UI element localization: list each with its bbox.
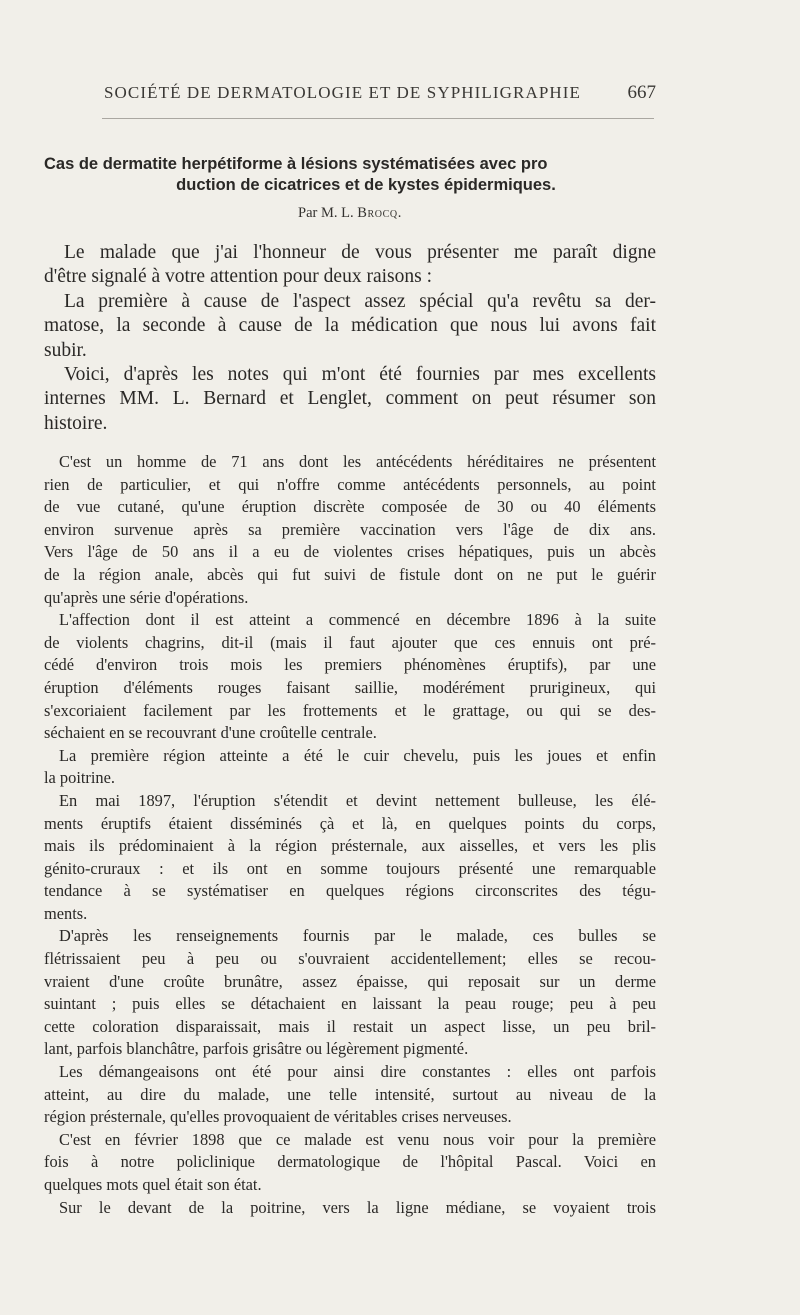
- intro-line: Voici, d'après les notes qui m'ont été fournies par mes excellents: [64, 364, 656, 386]
- byline: [0, 205, 700, 222]
- body-line: quelques mots quel était son état.: [44, 1175, 262, 1194]
- body-line: région présternale, qu'elles provoquaient de véritables crises nerveuses.: [44, 1107, 512, 1127]
- body-line: séchaient en se recouvrant d'une croûtelle centrale.: [44, 723, 377, 743]
- body-line: génito-cruraux : et ils ont en somme toujours présenté une remarquable: [44, 858, 656, 878]
- body-line: éruption d'éléments rouges faisant saillie, modérément prurigineux, qui: [44, 677, 656, 697]
- body-line: D'après les renseignements fournis par le malade, ces bulles se: [59, 926, 656, 946]
- body-line: La première région atteinte a été le cuir chevelu, puis les joues et enfin: [59, 745, 656, 765]
- body-line: la poitrine.: [44, 768, 116, 788]
- article-title: [44, 154, 656, 196]
- body-line: C'est en février 1898 que ce malade est venu nous voir pour la première: [59, 1129, 656, 1149]
- body-line: C'est un homme de 71 ans dont les antécédents héréditaires ne présentent: [59, 452, 656, 471]
- body-line: Les démangeaisons ont été pour ainsi dire constantes : elles ont parfois: [59, 1062, 656, 1082]
- body-line: rien de particulier, et qui n'offre comme antécédents personnels, au point: [44, 474, 656, 494]
- byline-prefix: Par M. L.: [298, 205, 354, 221]
- body-line: environ survenue après sa première vaccination vers l'âge de dix ans.: [44, 519, 656, 539]
- intro-line: histoire.: [44, 412, 108, 434]
- running-title: SOCIÉTÉ DE DERMATOLOGIE ET DE SYPHILIGRAPHIE: [104, 83, 582, 102]
- page-number: 667: [627, 82, 656, 103]
- body-line: L'affection dont il est atteint a commencé en décembre 1896 à la suite: [59, 610, 656, 630]
- body-line: de la région anale, abcès qui fut suivi de fistule dont on ne put le guérir: [44, 564, 656, 584]
- intro-line: d'être signalé à votre attention pour deux raisons :: [44, 266, 432, 288]
- body-line: cette coloration disparaissait, mais il restait un aspect lisse, un peu bril-: [44, 1016, 656, 1036]
- intro-line: La première à cause de l'aspect assez spécial qu'a revêtu sa der-: [64, 290, 656, 312]
- body-line: tendance à se systématiser en quelques régions circonscrites des tégu-: [44, 881, 656, 901]
- body-line: En mai 1897, l'éruption s'étendit et devint nettement bulleuse, les élé-: [59, 790, 656, 810]
- body-line: Sur le devant de la poitrine, vers la ligne médiane, se voyaient trois: [59, 1197, 656, 1217]
- intro-line: Le malade que j'ai l'honneur de vous présenter me paraît digne: [64, 242, 656, 263]
- intro-text: [44, 241, 656, 436]
- body-line: s'excoriaient facilement par les frottements et le grattage, ou qui se des-: [44, 700, 656, 720]
- body-line: de violents chagrins, dit-il (mais il faut ajouter que ces ennuis ont pré-: [44, 632, 656, 652]
- byline-author: Brocq.: [357, 205, 402, 221]
- article-title-line-2: duction de cicatrices et de kystes épidermiques.: [176, 176, 556, 194]
- intro-line: internes MM. L. Bernard et Lenglet, comment on peut résumer son: [44, 388, 656, 410]
- body-line: ments.: [44, 903, 88, 923]
- body-line: vraient d'une croûte brunâtre, assez épaisse, qui reposait sur un derme: [44, 971, 656, 991]
- intro-line: subir.: [44, 339, 87, 361]
- body-line: fois à notre policlinique dermatologique de l'hôpital Pascal. Voici en: [44, 1152, 656, 1172]
- intro-line: matose, la seconde à cause de la médication que nous lui avons fait: [44, 315, 656, 337]
- body-text: [44, 451, 656, 1219]
- body-line: mais ils prédominaient à la région présternale, aux aisselles, et vers les plis: [44, 836, 656, 856]
- body-line: suintant ; puis elles se détachaient en laissant la peau rouge; peu à peu: [44, 994, 656, 1014]
- body-line: lant, parfois blanchâtre, parfois grisâtre ou légèrement pigmenté.: [44, 1039, 469, 1059]
- article-title-line-1: Cas de dermatite herpétiforme à lésions systématisées avec pro: [44, 155, 548, 173]
- running-header: [104, 82, 656, 104]
- body-line: ments éruptifs étaient disséminés çà et là, en quelques points du corps,: [44, 813, 656, 833]
- body-line: qu'après une série d'opérations.: [44, 587, 249, 607]
- body-line: atteint, au dire du malade, une telle intensité, surtout au niveau de la: [44, 1084, 656, 1104]
- body-line: flétrissaient peu à peu ou s'ouvraient accidentellement; elles se recou-: [44, 949, 656, 969]
- body-line: cédé d'environ trois mois les premiers phénomènes éruptifs), par une: [44, 655, 656, 675]
- header-rule: [102, 118, 654, 119]
- body-line: Vers l'âge de 50 ans il a eu de violentes crises hépatiques, puis un abcès: [44, 542, 656, 562]
- body-line: de vue cutané, qu'une éruption discrète composée de 30 ou 40 éléments: [44, 497, 656, 517]
